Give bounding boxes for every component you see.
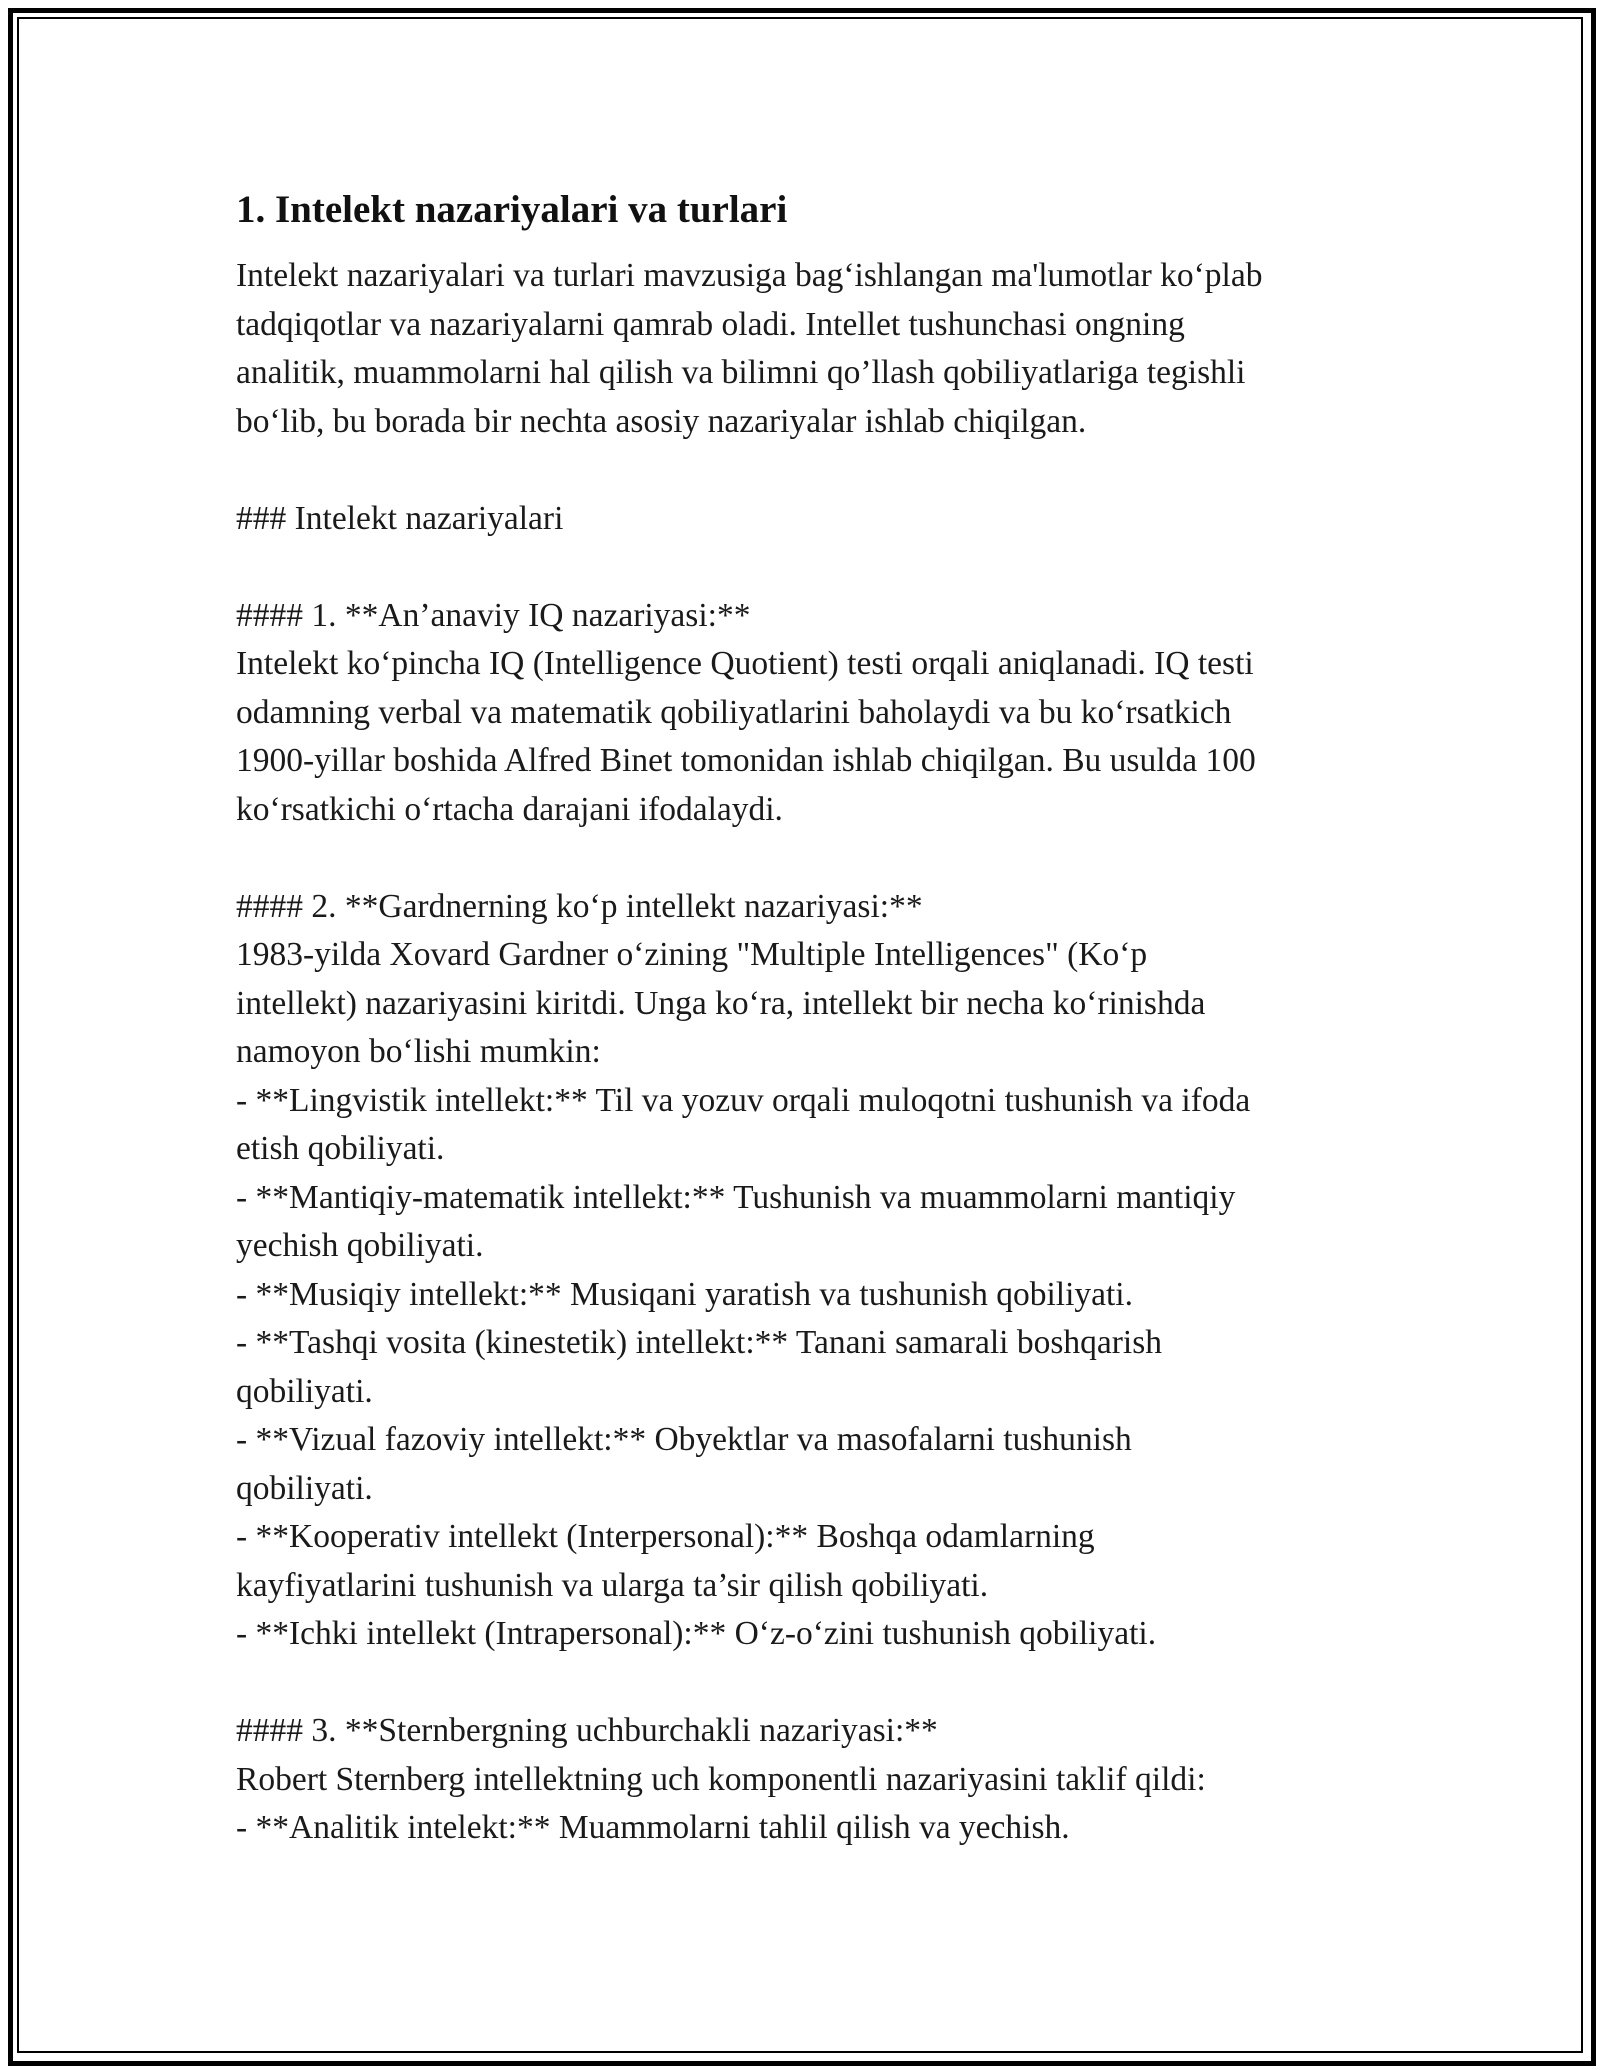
blank-line <box>236 543 1396 592</box>
text-line: ko‘rsatkichi o‘rtacha darajani ifodalaydi. <box>236 790 783 828</box>
text-line: analitik, muammolarni hal qilish va bilimni qo’llash qobiliyatlariga tegishli <box>236 354 1246 391</box>
text-line: yechish qobiliyati. <box>236 1227 484 1264</box>
text-line: #### 2. **Gardnerning ko‘p intellekt nazariyasi:** <box>236 887 923 925</box>
text-line: qobiliyati. <box>236 1469 373 1507</box>
document-text <box>236 252 1396 1853</box>
text-line: #### 1. **An’anaviy IQ nazariyasi:** <box>236 596 751 634</box>
text-line: ### Intelekt nazariyalari <box>236 499 564 537</box>
text-line: - **Ichki intellekt (Intrapersonal):** O‘z-o‘zini tushunish qobiliyati. <box>236 1615 1157 1652</box>
text-line: 1983-yilda Xovard Gardner o‘zining "Multiple Intelligences" (Ko‘p <box>236 936 1148 973</box>
text-line: - **Vizual fazoviy intellekt:** Obyektlar va masofalarni tushunish <box>236 1421 1132 1458</box>
text-line: - **Kooperativ intellekt (Interpersonal):** Boshqa odamlarning <box>236 1518 1095 1555</box>
blank-line <box>236 1659 1396 1708</box>
text-line: Intelekt nazariyalari va turlari mavzusiga bag‘ishlangan ma'lumotlar ko‘plab <box>236 257 1263 294</box>
text-line: namoyon bo‘lishi mumkin: <box>236 1033 601 1070</box>
text-line: - **Lingvistik intellekt:** Til va yozuv orqali muloqotni tushunish va ifoda <box>236 1081 1251 1119</box>
blank-line <box>236 446 1396 495</box>
text-line: tadqiqotlar va nazariyalarni qamrab oladi. Intellet tushunchasi ongning <box>236 305 1185 343</box>
blank-line <box>236 834 1396 883</box>
text-line: kayfiyatlarini tushunish va ularga ta’sir qilish qobiliyati. <box>236 1566 989 1604</box>
text-line: - **Tashqi vosita (kinestetik) intellekt:** Tanani samarali boshqarish <box>236 1324 1162 1361</box>
text-line: #### 3. **Sternbergning uchburchakli nazariyasi:** <box>236 1712 938 1749</box>
text-line: - **Analitik intelekt:** Muammolarni tahlil qilish va yechish. <box>236 1809 1070 1846</box>
document-body <box>236 186 1396 1853</box>
text-line: Intelekt ko‘pincha IQ (Intelligence Quotient) testi orqali aniqlanadi. IQ testi <box>236 645 1254 682</box>
text-line: - **Mantiqiy-matematik intellekt:** Tushunish va muammolarni mantiqiy <box>236 1178 1236 1216</box>
text-line: odamning verbal va matematik qobiliyatlarini baholaydi va bu ko‘rsatkich <box>236 693 1232 731</box>
document-title: 1. Intelekt nazariyalari va turlari <box>236 188 788 231</box>
text-line: intellekt) nazariyasini kiritdi. Unga ko‘ra, intellekt bir necha ko‘rinishda <box>236 984 1206 1022</box>
text-line: - **Musiqiy intellekt:** Musiqani yaratish va tushunish qobiliyati. <box>236 1275 1133 1313</box>
text-line: qobiliyati. <box>236 1372 373 1410</box>
text-line: etish qobiliyati. <box>236 1130 445 1167</box>
text-line: 1900-yillar boshida Alfred Binet tomonidan ishlab chiqilgan. Bu usulda 100 <box>236 742 1256 779</box>
text-line: bo‘lib, bu borada bir nechta asosiy nazariyalar ishlab chiqilgan. <box>236 402 1087 440</box>
text-line: Robert Sternberg intellektning uch komponentli nazariyasini taklif qildi: <box>236 1760 1206 1798</box>
